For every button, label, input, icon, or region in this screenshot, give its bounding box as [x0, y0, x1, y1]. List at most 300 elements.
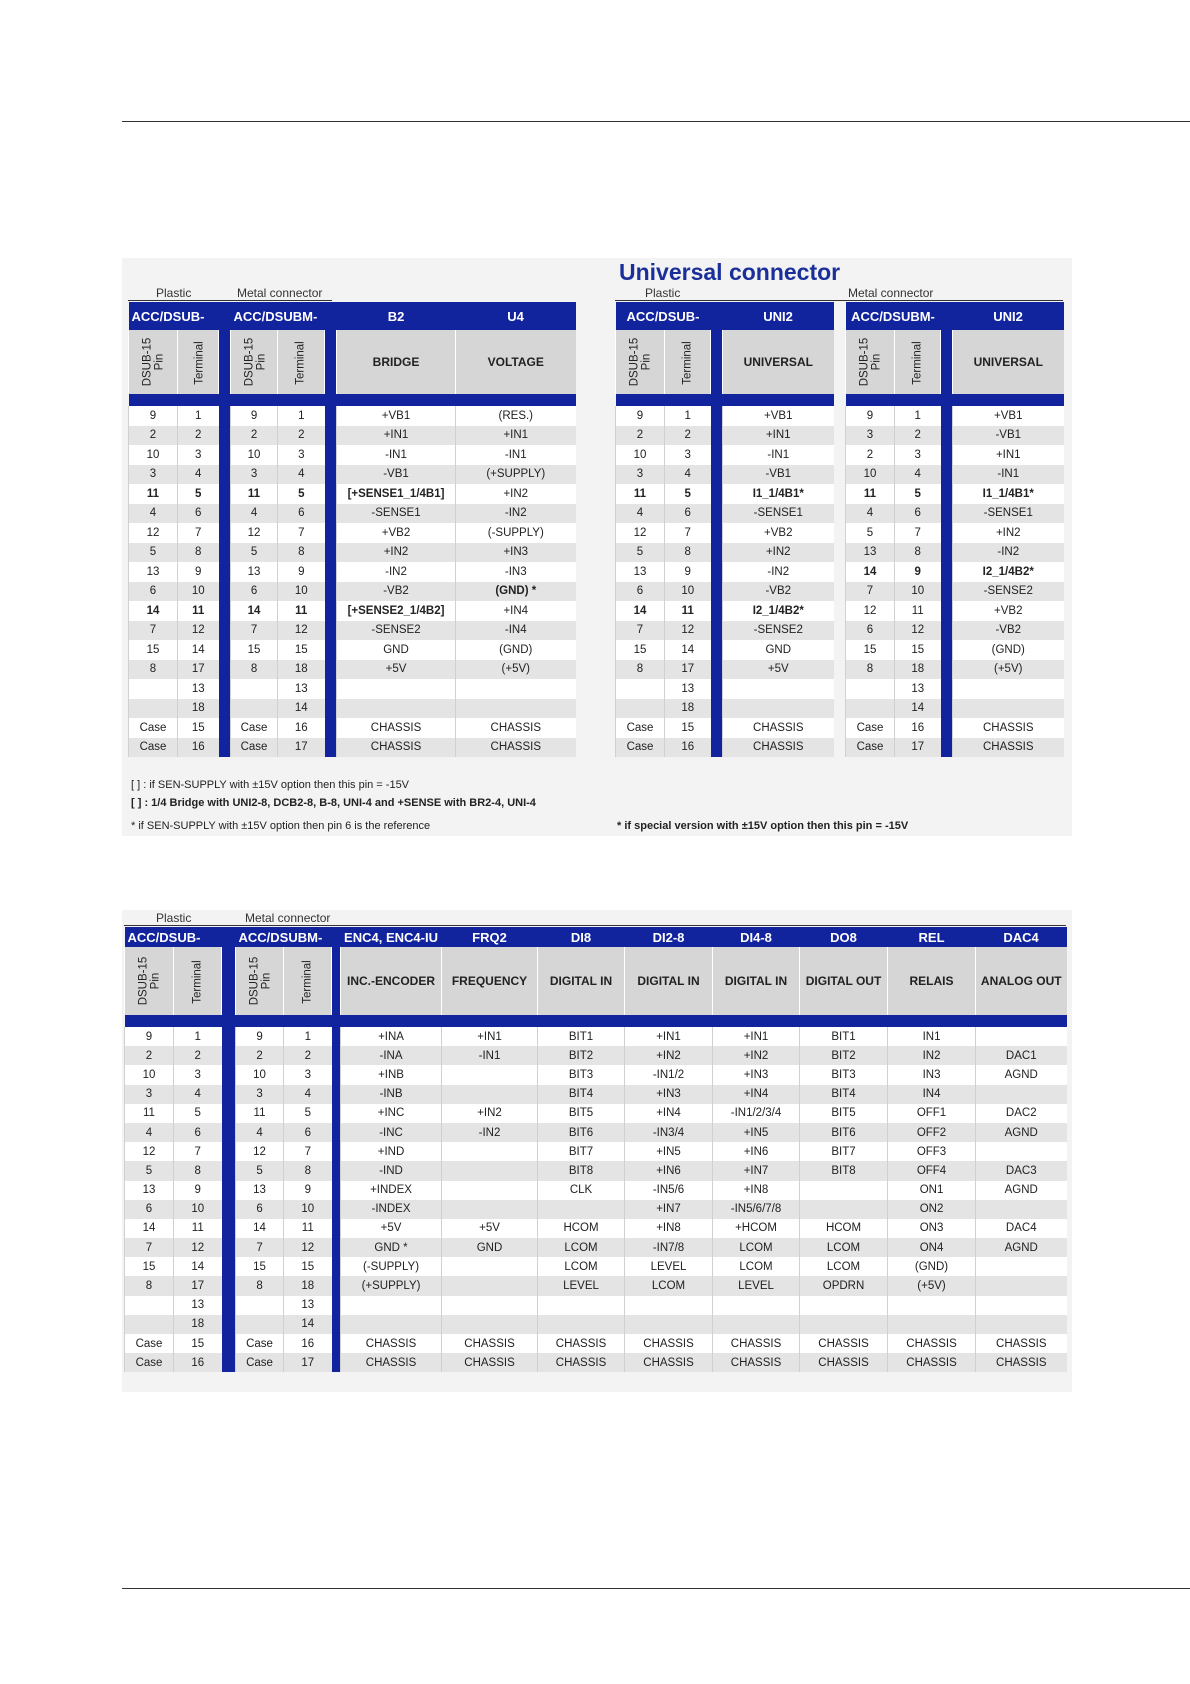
table-cell: 12: [284, 1238, 332, 1257]
table-cell: -VB2: [723, 582, 834, 602]
table-cell: Case: [125, 1334, 174, 1353]
table-cell: LCOM: [538, 1257, 625, 1276]
table-cell: 11: [125, 1104, 174, 1123]
table-cell: 15: [616, 640, 665, 660]
column-separator: [711, 601, 723, 621]
table-cell: 6: [174, 1123, 222, 1142]
table-cell: CHASSIS: [713, 1334, 800, 1353]
table-cell: -SENSE2: [337, 621, 456, 641]
table-cell: Case: [846, 718, 895, 738]
table-row: [125, 1027, 1067, 1046]
table-cell: [976, 1200, 1067, 1219]
subheader-dsub15-pin: DSUB-15 Pin: [129, 330, 178, 394]
table-cell: 15: [278, 640, 325, 660]
table-cell: +IN2: [625, 1046, 713, 1065]
table-cell: -IN3: [456, 562, 576, 582]
table-cell: IN3: [888, 1065, 976, 1084]
column-separator: [941, 484, 953, 504]
column-separator: [219, 640, 231, 660]
table-cell: [625, 1315, 713, 1334]
column-separator: [219, 601, 231, 621]
table-cell: IN4: [888, 1085, 976, 1104]
column-separator: [941, 601, 953, 621]
table-cell: 3: [125, 1085, 174, 1104]
table-cell: +IN1: [625, 1027, 713, 1046]
table-cell: 4: [129, 504, 178, 524]
table-cell: 15: [846, 640, 895, 660]
subheader-terminal: Terminal: [178, 330, 219, 394]
column-separator: [711, 582, 723, 602]
table-cell: 1: [174, 1027, 222, 1046]
table-row: [616, 484, 834, 504]
column-separator: [325, 621, 337, 641]
table-cell: 5: [231, 543, 278, 563]
table-cell: 16: [665, 738, 711, 758]
table-cell: 9: [284, 1181, 332, 1200]
header-di8: DI8: [538, 927, 625, 947]
header-b2: B2: [337, 302, 456, 330]
table-cell: 3: [236, 1085, 284, 1104]
table-row: [846, 660, 1064, 680]
table-row: [125, 1142, 1067, 1161]
table-cell: CHASSIS: [337, 718, 456, 738]
column-separator: [332, 1123, 341, 1142]
table-cell: -IN2: [723, 562, 834, 582]
table-cell: 5: [125, 1161, 174, 1180]
table-cell: 7: [125, 1238, 174, 1257]
column-separator: [711, 562, 723, 582]
pinout-table-modules: [124, 927, 1067, 1372]
column-separator: [332, 1142, 341, 1161]
table-cell: -IN1: [337, 445, 456, 465]
table-cell: 16: [174, 1353, 222, 1372]
table-cell: +VB1: [953, 406, 1064, 426]
subheader-dsub15-pin: DSUB-15 Pin: [616, 330, 665, 394]
table-cell: 7: [174, 1142, 222, 1161]
table-cell: 2: [125, 1046, 174, 1065]
table-cell: LCOM: [800, 1238, 888, 1257]
table-cell: CHASSIS: [456, 738, 576, 758]
column-separator: [711, 445, 723, 465]
table-cell: 18: [665, 699, 711, 719]
column-separator: [711, 504, 723, 524]
column-separator: [219, 523, 231, 543]
table-cell: +IN1: [953, 445, 1064, 465]
table-cell: 10: [284, 1200, 332, 1219]
table-cell: (-SUPPLY): [456, 523, 576, 543]
header-acc-dsubm: ACC/DSUBM-: [231, 302, 325, 330]
table-cell: 1: [284, 1027, 332, 1046]
table-cell: 5: [846, 523, 895, 543]
column-separator: [222, 1257, 236, 1276]
table-cell: [456, 679, 576, 699]
table-row: [846, 621, 1064, 641]
table-cell: +VB2: [337, 523, 456, 543]
table-row: [616, 523, 834, 543]
table-cell: [800, 1296, 888, 1315]
table-cell: ON1: [888, 1181, 976, 1200]
table-cell: +HCOM: [713, 1219, 800, 1238]
table-row: [125, 1181, 1067, 1200]
table-cell: [800, 1181, 888, 1200]
table-cell: -IN1/2/3/4: [713, 1104, 800, 1123]
table-cell: (GND): [953, 640, 1064, 660]
table-cell: +5V: [442, 1219, 538, 1238]
table-cell: ON3: [888, 1219, 976, 1238]
column-separator: [222, 1200, 236, 1219]
column-separator: [219, 562, 231, 582]
label-underline: [128, 300, 332, 301]
subheader-terminal: Terminal: [174, 947, 222, 1015]
table-cell: +IN4: [625, 1104, 713, 1123]
table-cell: 13: [231, 562, 278, 582]
table-cell: 13: [616, 562, 665, 582]
column-separator: [222, 1161, 236, 1180]
table-row: [846, 699, 1064, 719]
table-cell: 17: [174, 1276, 222, 1295]
column-separator: [711, 484, 723, 504]
table-row: [125, 1200, 1067, 1219]
table-cell: 15: [665, 718, 711, 738]
table-cell: 1: [895, 406, 941, 426]
page-title: Universal connector: [619, 259, 841, 285]
column-separator: [332, 1353, 341, 1372]
table-cell: 15: [231, 640, 278, 660]
column-separator: [711, 738, 723, 758]
table-cell: 11: [174, 1219, 222, 1238]
table-cell: 10: [278, 582, 325, 602]
table-cell: Case: [236, 1353, 284, 1372]
table-cell: +IN7: [713, 1161, 800, 1180]
table-cell: (+SUPPLY): [456, 465, 576, 485]
column-separator: [219, 543, 231, 563]
table-row: [616, 601, 834, 621]
column-separator: [332, 1257, 341, 1276]
table-cell: 8: [616, 660, 665, 680]
table-cell: CHASSIS: [800, 1334, 888, 1353]
table-cell: 8: [231, 660, 278, 680]
table-cell: 4: [125, 1123, 174, 1142]
table-cell: 3: [178, 445, 219, 465]
table-cell: 5: [129, 543, 178, 563]
column-separator: [325, 543, 337, 563]
table-cell: [976, 1315, 1067, 1334]
table-row: [125, 1276, 1067, 1295]
table-cell: -SENSE1: [723, 504, 834, 524]
table-row: [129, 484, 576, 504]
table-cell: (+5V): [456, 660, 576, 680]
table-cell: Case: [129, 718, 178, 738]
table-row: [846, 504, 1064, 524]
table-cell: BIT3: [800, 1065, 888, 1084]
table-cell: 9: [616, 406, 665, 426]
table-cell: 6: [231, 582, 278, 602]
column-separator: [325, 738, 337, 758]
table-cell: 16: [278, 718, 325, 738]
table-cell: -IN1/2: [625, 1065, 713, 1084]
table-cell: [+SENSE2_1/4B2]: [337, 601, 456, 621]
table-cell: [129, 699, 178, 719]
label-metal-connector: Metal connector: [848, 286, 934, 300]
subheader-terminal: Terminal: [665, 330, 711, 394]
label-metal-connector: Metal connector: [237, 286, 323, 300]
table-row: [129, 465, 576, 485]
table-cell: [616, 679, 665, 699]
table-cell: BIT1: [538, 1027, 625, 1046]
table-cell: -SENSE1: [337, 504, 456, 524]
table-cell: 10: [231, 445, 278, 465]
footnote-sen-supply: [ ] : if SEN-SUPPLY with ±15V option then this pin = -15V: [131, 779, 410, 791]
table-cell: LEVEL: [538, 1276, 625, 1295]
table-cell: 17: [278, 738, 325, 758]
table-cell: [442, 1085, 538, 1104]
bottom-rule: [122, 1588, 1190, 1589]
table-cell: (-SUPPLY): [341, 1257, 442, 1276]
column-separator: [941, 504, 953, 524]
table-cell: 1: [178, 406, 219, 426]
table-row: [125, 1161, 1067, 1180]
table-cell: 2: [278, 426, 325, 446]
table-row: [129, 543, 576, 563]
table-cell: 2: [174, 1046, 222, 1065]
column-separator: [222, 1276, 236, 1295]
table-cell: 8: [236, 1276, 284, 1295]
table-cell: CHASSIS: [953, 738, 1064, 758]
table-cell: +IN6: [713, 1142, 800, 1161]
table-cell: 10: [174, 1200, 222, 1219]
table-row: [129, 523, 576, 543]
table-cell: 14: [236, 1219, 284, 1238]
column-separator: [711, 718, 723, 738]
column-separator: [711, 621, 723, 641]
table-cell: GND: [723, 640, 834, 660]
table-row: [125, 1219, 1067, 1238]
label-underline: [124, 925, 1066, 926]
table-cell: 6: [236, 1200, 284, 1219]
table-cell: (+5V): [888, 1276, 976, 1295]
table-cell: [713, 1296, 800, 1315]
column-separator: [941, 465, 953, 485]
table-cell: -IND: [341, 1161, 442, 1180]
column-separator: [222, 1065, 236, 1084]
table-cell: [231, 679, 278, 699]
table-cell: 13: [125, 1181, 174, 1200]
table-cell: 11: [846, 484, 895, 504]
table-cell: 6: [129, 582, 178, 602]
label-plastic: Plastic: [645, 286, 681, 300]
table-cell: CHASSIS: [723, 738, 834, 758]
table-row: [129, 679, 576, 699]
table-cell: 3: [616, 465, 665, 485]
table-cell: -SENSE2: [953, 582, 1064, 602]
column-separator: [222, 1123, 236, 1142]
table-cell: LEVEL: [713, 1276, 800, 1295]
table-cell: 7: [284, 1142, 332, 1161]
table-cell: 12: [178, 621, 219, 641]
column-separator: [711, 426, 723, 446]
table-row: [125, 1315, 1067, 1334]
table-cell: Case: [846, 738, 895, 758]
table-cell: -VB2: [953, 621, 1064, 641]
table-cell: [888, 1315, 976, 1334]
table-row: [616, 543, 834, 563]
table-cell: [125, 1296, 174, 1315]
table-cell: [337, 679, 456, 699]
table-cell: 12: [665, 621, 711, 641]
table-cell: 9: [665, 562, 711, 582]
table-cell: [616, 699, 665, 719]
table-cell: -IN1: [953, 465, 1064, 485]
table-cell: +IN7: [625, 1200, 713, 1219]
table-cell: IN1: [888, 1027, 976, 1046]
table-row: [129, 640, 576, 660]
table-cell: [800, 1200, 888, 1219]
table-cell: +IN2: [953, 523, 1064, 543]
column-separator: [325, 465, 337, 485]
table-cell: 11: [236, 1104, 284, 1123]
pinout-table-b2-u4: [128, 302, 576, 757]
table-cell: BIT4: [538, 1085, 625, 1104]
table-cell: -IN4: [456, 621, 576, 641]
table-cell: 18: [895, 660, 941, 680]
table-cell: OPDRN: [800, 1276, 888, 1295]
column-separator: [941, 718, 953, 738]
table-cell: +IN6: [625, 1161, 713, 1180]
table-cell: [442, 1296, 538, 1315]
table-cell: 12: [236, 1142, 284, 1161]
table-cell: 13: [236, 1181, 284, 1200]
table-cell: 5: [178, 484, 219, 504]
table-cell: 4: [616, 504, 665, 524]
table-cell: +INA: [341, 1027, 442, 1046]
table-cell: 5: [895, 484, 941, 504]
table-cell: 11: [665, 601, 711, 621]
table-cell: 4: [284, 1085, 332, 1104]
column-separator: [219, 465, 231, 485]
column-separator: [941, 621, 953, 641]
table-cell: 10: [125, 1065, 174, 1084]
table-cell: [846, 679, 895, 699]
table-cell: [337, 699, 456, 719]
table-cell: 1: [278, 406, 325, 426]
subheader-relais: RELAIS: [888, 947, 976, 1015]
table-cell: 6: [284, 1123, 332, 1142]
table-cell: 3: [665, 445, 711, 465]
table-row: [846, 738, 1064, 758]
table-cell: [713, 1315, 800, 1334]
column-separator: [325, 504, 337, 524]
table-row: [129, 738, 576, 758]
table-cell: AGND: [976, 1238, 1067, 1257]
table-cell: OFF2: [888, 1123, 976, 1142]
column-separator: [219, 504, 231, 524]
table-row: [616, 504, 834, 524]
column-separator: [222, 1219, 236, 1238]
table-cell: 8: [174, 1161, 222, 1180]
table-cell: 15: [174, 1334, 222, 1353]
table-cell: 14: [895, 699, 941, 719]
column-separator: [219, 679, 231, 699]
table-row: [846, 543, 1064, 563]
table-cell: 8: [129, 660, 178, 680]
table-cell: 15: [129, 640, 178, 660]
table-cell: +5V: [723, 660, 834, 680]
table-cell: LCOM: [625, 1276, 713, 1295]
table-cell: +IN1: [442, 1027, 538, 1046]
column-separator: [941, 406, 953, 426]
table-cell: Case: [616, 738, 665, 758]
table-cell: 17: [895, 738, 941, 758]
column-separator: [941, 543, 953, 563]
table-row: [846, 426, 1064, 446]
table-cell: 13: [846, 543, 895, 563]
table-row: [125, 1353, 1067, 1372]
table-cell: [976, 1027, 1067, 1046]
table-cell: ON4: [888, 1238, 976, 1257]
subheader-inc-encoder: INC.-ENCODER: [341, 947, 442, 1015]
table-cell: [723, 699, 834, 719]
table-cell: 6: [895, 504, 941, 524]
table-cell: 11: [895, 601, 941, 621]
table-cell: -VB1: [337, 465, 456, 485]
column-separator: [711, 543, 723, 563]
table-cell: Case: [616, 718, 665, 738]
table-cell: GND *: [341, 1238, 442, 1257]
table-cell: 4: [174, 1085, 222, 1104]
table-cell: 7: [231, 621, 278, 641]
table-cell: 15: [895, 640, 941, 660]
table-cell: DAC2: [976, 1104, 1067, 1123]
table-cell: +VB2: [953, 601, 1064, 621]
table-cell: 4: [665, 465, 711, 485]
column-separator: [219, 426, 231, 446]
table-cell: +IN2: [442, 1104, 538, 1123]
table-cell: [129, 679, 178, 699]
table-row: [125, 1065, 1067, 1084]
table-cell: 7: [846, 582, 895, 602]
table-cell: 11: [616, 484, 665, 504]
subheader-digital-in: DIGITAL IN: [538, 947, 625, 1015]
subheader-terminal: Terminal: [895, 330, 941, 394]
table-row: [129, 504, 576, 524]
table-row: [846, 406, 1064, 426]
table-cell: 15: [178, 718, 219, 738]
subheader-terminal: Terminal: [278, 330, 325, 394]
table-cell: 14: [665, 640, 711, 660]
table-row: [846, 582, 1064, 602]
pinout-table-uni2-plastic: [615, 302, 834, 757]
subheader-universal: UNIVERSAL: [953, 330, 1064, 394]
table-cell: BIT8: [800, 1161, 888, 1180]
table-cell: 14: [129, 601, 178, 621]
table-cell: (+5V): [953, 660, 1064, 680]
table-cell: +VB1: [337, 406, 456, 426]
table-cell: BIT5: [800, 1104, 888, 1123]
table-cell: -VB1: [953, 426, 1064, 446]
table-cell: 7: [129, 621, 178, 641]
table-cell: [456, 699, 576, 719]
table-cell: [953, 699, 1064, 719]
table-cell: 8: [895, 543, 941, 563]
column-separator: [332, 1027, 341, 1046]
table-cell: +INDEX: [341, 1181, 442, 1200]
table-cell: +IN3: [625, 1085, 713, 1104]
table-cell: [341, 1315, 442, 1334]
table-cell: 3: [278, 445, 325, 465]
table-cell: [236, 1315, 284, 1334]
header-acc-dsub: ACC/DSUB-: [616, 302, 711, 330]
table-cell: 13: [178, 679, 219, 699]
